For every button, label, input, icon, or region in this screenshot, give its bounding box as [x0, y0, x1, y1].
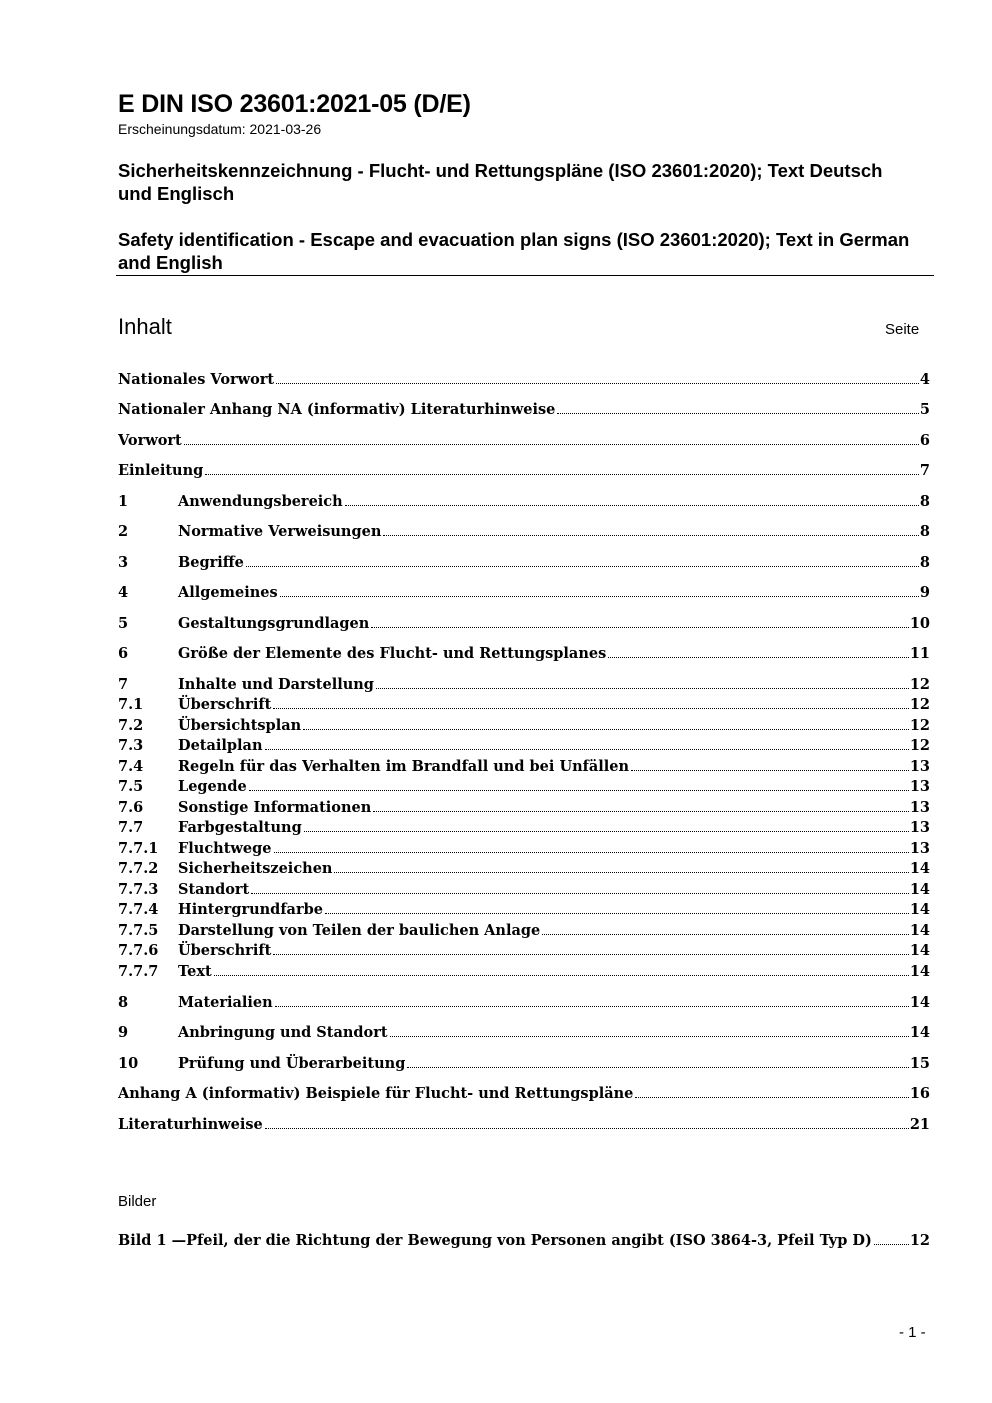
dot-leader — [334, 872, 908, 873]
toc-entry-page: 14 — [909, 1024, 930, 1041]
toc-entry-number: 7.6 — [118, 799, 144, 816]
toc-entry-number: 7.7.4 — [118, 901, 159, 918]
toc-entry[interactable] — [118, 963, 930, 981]
toc-entry-page: 14 — [909, 922, 930, 939]
toc-entry-number: 7.7.1 — [118, 840, 159, 857]
subtitle-german: Sicherheitskennzeichnung - Flucht- und Rettungspläne (ISO 23601:2020); Text Deutsch und Englisch — [118, 160, 883, 204]
toc-entry-number: 5 — [118, 615, 129, 632]
toc-entry[interactable] — [118, 371, 930, 389]
toc-entry-label: Überschrift — [178, 696, 272, 713]
figure-entry[interactable] — [118, 1232, 930, 1250]
toc-entry-label: Anhang A (informativ) Beispiele für Flucht- und Rettungspläne — [118, 1085, 634, 1102]
toc-entry-number: 2 — [118, 523, 129, 540]
toc-entry-page: 12 — [909, 717, 930, 734]
toc-entry-page: 8 — [919, 554, 930, 571]
dot-leader — [303, 729, 909, 730]
toc-entry-label: Gestaltungsgrundlagen — [178, 615, 370, 632]
dot-leader — [390, 1036, 909, 1037]
toc-entry-number: 3 — [118, 554, 129, 571]
toc-entry-page: 13 — [909, 758, 930, 775]
toc-entry-number: 4 — [118, 584, 129, 601]
dot-leader — [280, 596, 919, 597]
toc-entry-page: 9 — [919, 584, 930, 601]
toc-entry[interactable] — [118, 432, 930, 450]
toc-entry-number: 9 — [118, 1024, 129, 1041]
toc-entry[interactable] — [118, 840, 930, 858]
toc-entry-label: Begriffe — [178, 554, 244, 571]
dot-leader — [275, 1006, 909, 1007]
toc-entry-number: 7.5 — [118, 778, 144, 795]
toc-entry[interactable] — [118, 554, 930, 572]
toc-entry-page: 14 — [909, 901, 930, 918]
toc-entry-label: Vorwort — [118, 432, 182, 449]
dot-leader — [557, 413, 919, 414]
figure-entry-page: 12 — [909, 1232, 930, 1249]
toc-entry-page: 12 — [909, 737, 930, 754]
toc-entry[interactable] — [118, 1116, 930, 1134]
toc-entry-number: 7.4 — [118, 758, 144, 775]
toc-entry[interactable] — [118, 584, 930, 602]
toc-entry-number: 7.3 — [118, 737, 144, 754]
dot-leader — [214, 975, 909, 976]
dot-leader — [345, 505, 919, 506]
dot-leader — [184, 444, 919, 445]
toc-entry-label: Hintergrundfarbe — [178, 901, 323, 918]
toc-entry-label: Nationaler Anhang NA (informativ) Literaturhinweise — [118, 401, 556, 418]
toc-heading: Inhalt — [118, 314, 172, 339]
page-number: - 1 - — [899, 1324, 926, 1341]
toc-entry-label: Prüfung und Überarbeitung — [178, 1055, 406, 1072]
toc-entry[interactable] — [118, 696, 930, 714]
toc-entry-page: 13 — [909, 799, 930, 816]
toc-entry-label: Einleitung — [118, 462, 204, 479]
toc-entry[interactable] — [118, 1055, 930, 1073]
toc-entry[interactable] — [118, 1024, 930, 1042]
toc-entry-label: Allgemeines — [178, 584, 278, 601]
dot-leader — [376, 688, 909, 689]
toc-entry-number: 7.7.2 — [118, 860, 159, 877]
toc-entry-label: Normative Verweisungen — [178, 523, 382, 540]
toc-entry-number: 7.7.5 — [118, 922, 159, 939]
document-title: E DIN ISO 23601:2021-05 (D/E) — [118, 90, 471, 118]
toc-entry-number: 7.2 — [118, 717, 144, 734]
toc-entry[interactable] — [118, 778, 930, 796]
toc-entry-page: 16 — [909, 1085, 930, 1102]
toc-entry-page: 11 — [909, 645, 930, 662]
dot-leader — [631, 770, 909, 771]
toc-entry[interactable] — [118, 758, 930, 776]
toc-entry-label: Sicherheitszeichen — [178, 860, 333, 877]
toc-entry[interactable] — [118, 462, 930, 480]
toc-entry-label: Anbringung und Standort — [178, 1024, 388, 1041]
toc-entry-page: 14 — [909, 942, 930, 959]
toc-entry-number: 7.1 — [118, 696, 144, 713]
toc-entry-page: 15 — [909, 1055, 930, 1072]
dot-leader — [874, 1244, 909, 1245]
toc-entry-label: Überschrift — [178, 942, 272, 959]
subtitle-english: Safety identification - Escape and evacuation plan signs (ISO 23601:2020); Text in German and English — [118, 229, 910, 273]
toc-entry-label: Übersichtsplan — [178, 717, 302, 734]
toc-entry[interactable] — [118, 994, 930, 1012]
toc-entry-label: Fluchtwege — [178, 840, 272, 857]
toc-entry-label: Farbgestaltung — [178, 819, 302, 836]
toc-entry[interactable] — [118, 737, 930, 755]
toc-entry-page: 13 — [909, 840, 930, 857]
toc-entry-number: 7.7 — [118, 819, 144, 836]
dot-leader — [325, 913, 909, 914]
toc-entry-label: Nationales Vorwort — [118, 371, 275, 388]
publication-date: Erscheinungsdatum: 2021-03-26 — [118, 121, 322, 137]
toc-entry-page: 14 — [909, 881, 930, 898]
toc-entry-number: 7 — [118, 676, 129, 693]
figure-entry-label: Bild 1 —Pfeil, der die Richtung der Bewegung von Personen angibt (ISO 3864-3, Pfeil Typ D) — [118, 1232, 872, 1249]
toc-entry-page: 13 — [909, 819, 930, 836]
toc-entry-label: Sonstige Informationen — [178, 799, 372, 816]
toc-entry-page: 14 — [909, 860, 930, 877]
toc-entry-label: Inhalte und Darstellung — [178, 676, 374, 693]
toc-entry-page: 21 — [909, 1116, 930, 1133]
toc-entry-label: Literaturhinweise — [118, 1116, 263, 1133]
dot-leader — [265, 1128, 909, 1129]
dot-leader — [273, 708, 909, 709]
dot-leader — [383, 535, 919, 536]
toc-entry[interactable] — [118, 901, 930, 919]
toc-page-column-heading: Seite — [885, 321, 920, 338]
toc-entry[interactable] — [118, 676, 930, 694]
toc-entry-page: 5 — [919, 401, 930, 418]
dot-leader — [274, 852, 909, 853]
toc-entry-label: Text — [178, 963, 212, 980]
dot-leader — [273, 954, 909, 955]
dot-leader — [249, 790, 909, 791]
dot-leader — [251, 893, 909, 894]
toc-entry[interactable] — [118, 799, 930, 817]
toc-entry-page: 6 — [919, 432, 930, 449]
toc-entry-page: 10 — [909, 615, 930, 632]
toc-entry[interactable] — [118, 401, 930, 419]
toc-entry-number: 7.7.7 — [118, 963, 159, 980]
dot-leader — [371, 627, 909, 628]
toc-entry-number: 7.7.6 — [118, 942, 159, 959]
toc-entry[interactable] — [118, 645, 930, 663]
toc-entry-page: 14 — [909, 994, 930, 1011]
toc-entry-page: 14 — [909, 963, 930, 980]
toc-entry-number: 8 — [118, 994, 129, 1011]
toc-entry-number: 10 — [118, 1055, 139, 1072]
toc-entry[interactable] — [118, 922, 930, 940]
dot-leader — [276, 383, 919, 384]
dot-leader — [304, 831, 909, 832]
toc-entry[interactable] — [118, 523, 930, 541]
toc-entry-number: 7.7.3 — [118, 881, 159, 898]
dot-leader — [407, 1067, 908, 1068]
dot-leader — [608, 657, 909, 658]
toc-entry-label: Materialien — [178, 994, 273, 1011]
header-divider — [116, 275, 934, 276]
toc-entry-label: Legende — [178, 778, 247, 795]
toc-entry-page: 4 — [919, 371, 930, 388]
toc-entry-label: Darstellung von Teilen der baulichen Anlage — [178, 922, 541, 939]
toc-entry-number: 6 — [118, 645, 129, 662]
toc-entry-page: 13 — [909, 778, 930, 795]
dot-leader — [265, 749, 909, 750]
toc-entry-label: Anwendungsbereich — [178, 493, 343, 510]
dot-leader — [205, 474, 919, 475]
toc-entry-page: 12 — [909, 696, 930, 713]
toc-entry-number: 1 — [118, 493, 129, 510]
toc-entry-label: Größe der Elemente des Flucht- und Rettungsplanes — [178, 645, 607, 662]
toc-entry-page: 8 — [919, 523, 930, 540]
dot-leader — [373, 811, 909, 812]
toc-entry[interactable] — [118, 717, 930, 735]
toc-entry[interactable] — [118, 860, 930, 878]
toc-entry-label: Regeln für das Verhalten im Brandfall und bei Unfällen — [178, 758, 630, 775]
toc-entry-page: 8 — [919, 493, 930, 510]
toc-entry[interactable] — [118, 1085, 930, 1103]
toc-entry-label: Standort — [178, 881, 250, 898]
dot-leader — [542, 934, 909, 935]
toc-entry[interactable] — [118, 942, 930, 960]
toc-entry-page: 12 — [909, 676, 930, 693]
toc-entry[interactable] — [118, 493, 930, 511]
toc-entry-label: Detailplan — [178, 737, 263, 754]
toc-entry[interactable] — [118, 615, 930, 633]
toc-entry[interactable] — [118, 881, 930, 899]
dot-leader — [635, 1097, 908, 1098]
toc-entry[interactable] — [118, 819, 930, 837]
figures-heading: Bilder — [118, 1193, 157, 1210]
dot-leader — [246, 566, 919, 567]
toc-entry-page: 7 — [919, 462, 930, 479]
